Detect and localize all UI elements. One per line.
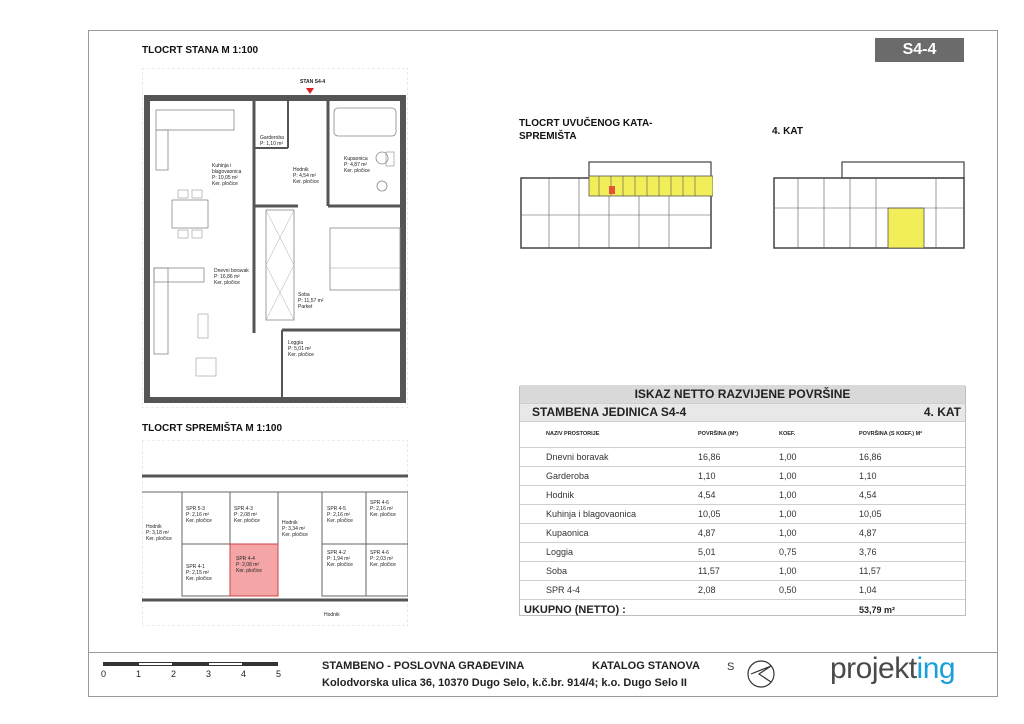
storage-hall-left: Hodnik P: 3,18 m² Ker. pločice — [146, 524, 172, 542]
storage-plan-title: TLOCRT SPREMIŠTA M 1:100 — [142, 423, 283, 434]
floor-title: 4. KAT — [772, 126, 803, 137]
storage-plan-drawing — [142, 440, 408, 626]
scale-number: 2 — [171, 669, 177, 679]
col-coef: KOEF. — [775, 421, 855, 447]
recessed-floor-title: TLOCRT UVUČENOG KATA- SPREMIŠTA — [519, 118, 653, 142]
table-cell: 11,57 — [855, 561, 965, 580]
table-floor: 4. KAT — [855, 403, 965, 421]
table-cell: 0,50 — [775, 580, 855, 599]
scale-bar — [101, 662, 282, 679]
table-cell: 3,76 — [855, 542, 965, 561]
storage-spr-4-1: SPR 4-1 P: 2,15 m² Ker. pločice — [186, 564, 212, 582]
room-soba: Soba P: 11,57 m² Parket — [298, 292, 324, 310]
storage-spr-4-2: SPR 4-2 P: 1,94 m² Ker. pločice — [327, 550, 353, 568]
table-cell: Hodnik — [520, 485, 680, 504]
total-value: 53,79 m² — [859, 605, 896, 616]
apartment-floor-plan — [142, 68, 408, 408]
room-loggia: Loggia P: 5,01 m² Ker. pločice — [288, 340, 314, 358]
storage-hall-bottom: Hodnik — [324, 612, 340, 618]
col-area: POVRŠINA (M²) — [680, 421, 775, 447]
table-cell: 4,54 — [855, 485, 965, 504]
table-cell: 4,87 — [855, 523, 965, 542]
room-kuhinja: Kuhinja i blagovaonica P: 10,05 m² Ker. pločice — [212, 163, 242, 187]
north-arrow-icon — [727, 656, 777, 692]
table-cell: 16,86 — [680, 447, 775, 466]
apartment-plan-title: TLOCRT STANA M 1:100 — [142, 45, 259, 56]
storage-spr-4-3: SPR 4-3 P: 2,08 m² Ker. pločice — [234, 506, 260, 524]
table-cell: 1,00 — [775, 466, 855, 485]
catalog-label: KATALOG STANOVA — [592, 660, 700, 672]
table-cell: 11,57 — [680, 561, 775, 580]
floor-plan-drawing — [142, 68, 408, 408]
scale-number: 3 — [206, 669, 212, 679]
room-garderoba: Garderoba P: 1,10 m² — [260, 135, 284, 147]
table-row — [520, 561, 965, 580]
table-row — [520, 447, 965, 466]
table-row — [520, 523, 965, 542]
table-row — [520, 542, 965, 561]
scale-number: 5 — [276, 669, 282, 679]
room-dnevni-boravak: Dnevni boravak P: 16,86 m² Ker. pločice — [214, 268, 249, 286]
storage-spr-4-5: SPR 4-5 P: 2,16 m² Ker. pločice — [327, 506, 353, 524]
table-cell: 2,08 — [680, 580, 775, 599]
table-row — [520, 580, 965, 599]
project-name: STAMBENO - POSLOVNA GRAĐEVINA — [322, 660, 525, 672]
storage-spr-4-4: SPR 4-4 P: 2,08 m² Ker. pločice — [236, 556, 262, 574]
table-cell: 1,00 — [775, 504, 855, 523]
floor-key-plan — [772, 160, 966, 252]
table-unit: STAMBENA JEDINICA S4-4 — [520, 403, 855, 421]
table-cell: Garderoba — [520, 466, 680, 485]
table-cell: 16,86 — [855, 447, 965, 466]
recessed-floor-key-plan — [519, 160, 713, 252]
table-row — [520, 504, 965, 523]
table-row — [520, 485, 965, 504]
table-cell: Dnevni boravak — [520, 447, 680, 466]
table-cell: 4,54 — [680, 485, 775, 504]
entrance-label: STAN S4-4 — [300, 79, 326, 85]
storage-spr-5-3: SPR 5-3 P: 2,16 m² Ker. pločice — [186, 506, 212, 524]
table-cell: 1,00 — [775, 447, 855, 466]
room-kupaonica: Kupaonica P: 4,87 m² Ker. pločice — [344, 156, 370, 174]
table-cell: 1,00 — [775, 523, 855, 542]
table-title: ISKAZ NETTO RAZVIJENE POVRŠINE — [520, 385, 965, 403]
table-cell: 1,04 — [855, 580, 965, 599]
table-cell: 1,10 — [855, 466, 965, 485]
brand-logo: projekting — [830, 652, 956, 685]
room-hodnik: Hodnik P: 4,54 m² Ker. pločice — [293, 167, 319, 185]
col-room-name: NAZIV PROSTORIJE — [520, 421, 680, 447]
table-cell: 5,01 — [680, 542, 775, 561]
storage-floor-plan — [142, 440, 408, 626]
scale-number: 1 — [136, 669, 142, 679]
scale-number: 4 — [241, 669, 247, 679]
storage-spr-4-6-bottom: SPR 4-6 P: 2,03 m² Ker. pločice — [370, 550, 396, 568]
table-cell: 10,05 — [855, 504, 965, 523]
unit-code-badge: S4-4 — [875, 38, 964, 62]
total-label: UKUPNO (NETTO) : — [524, 604, 626, 617]
table-cell: 1,00 — [775, 485, 855, 504]
table-cell: Soba — [520, 561, 680, 580]
table-row — [520, 466, 965, 485]
table-cell: Loggia — [520, 542, 680, 561]
col-area-coef: POVRŠINA (S KOEF.) M² — [855, 421, 965, 447]
storage-spr-4-6-top: SPR 4-6 P: 2,16 m² Ker. pločice — [370, 500, 396, 518]
table-cell: 4,87 — [680, 523, 775, 542]
svg-text:S: S — [727, 661, 735, 673]
table-cell: 1,00 — [775, 561, 855, 580]
scale-number: 0 — [101, 669, 107, 679]
area-table — [520, 385, 965, 621]
table-cell: 0,75 — [775, 542, 855, 561]
table-cell: 1,10 — [680, 466, 775, 485]
table-cell: Kupaonica — [520, 523, 680, 542]
table-cell: 10,05 — [680, 504, 775, 523]
project-address: Kolodvorska ulica 36, 10370 Dugo Selo, k.č.br. 914/4; k.o. Dugo Selo II — [322, 677, 687, 689]
table-cell: Kuhinja i blagovaonica — [520, 504, 680, 523]
storage-hall-middle: Hodnik P: 3,34 m² Ker. pločice — [282, 520, 308, 538]
table-cell: SPR 4-4 — [520, 580, 680, 599]
